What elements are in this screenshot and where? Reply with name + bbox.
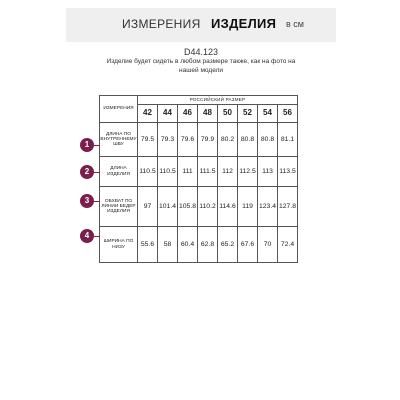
article-number: D44.123 [183, 47, 219, 57]
table-cell: 81.1 [278, 123, 298, 157]
measurement-number-badge: 1 [80, 138, 94, 152]
measurement-number-badge: 2 [80, 165, 94, 179]
table-cell: 62.8 [198, 227, 218, 263]
header-unit: в см [286, 19, 304, 29]
size-header: 52 [238, 105, 258, 123]
badge-connector [94, 145, 100, 146]
size-header: 54 [258, 105, 278, 123]
table-cell: 67.6 [238, 227, 258, 263]
measurement-number-badge: 3 [80, 194, 94, 208]
badge-connector [94, 236, 100, 237]
size-header: 42 [138, 105, 158, 123]
row-label: ДЛИНА ПО ВНУТРЕННЕМУ ШВУ [100, 123, 138, 157]
table-cell: 112 [218, 157, 238, 187]
row-label: ШИРИНА ПО НИЗУ [100, 227, 138, 263]
table-cell: 114.6 [218, 187, 238, 227]
table-row [100, 157, 298, 187]
table-cell: 55.6 [138, 227, 158, 263]
badge-connector [94, 172, 100, 173]
table-row [100, 227, 298, 263]
table-cell: 80.8 [238, 123, 258, 157]
measurement-number-badge: 4 [80, 229, 94, 243]
table-cell: 79.5 [138, 123, 158, 157]
table-cell: 111 [178, 157, 198, 187]
table-cell: 58 [158, 227, 178, 263]
table-cell: 113.5 [278, 157, 298, 187]
table-cell: 80.2 [218, 123, 238, 157]
table-cell: 70 [258, 227, 278, 263]
size-header: 44 [158, 105, 178, 123]
table-cell: 112.5 [238, 157, 258, 187]
size-table [99, 95, 298, 263]
table-cell: 123.4 [258, 187, 278, 227]
table-row [100, 187, 298, 227]
row-label: ОБХВАТ ПО ЛИНИИ БЕДЕР ИЗДЕЛИЯ [100, 187, 138, 227]
table-cell: 110.5 [158, 157, 178, 187]
size-chart-sheet [66, 0, 336, 400]
table-cell: 79.6 [178, 123, 198, 157]
table-cell: 113 [258, 157, 278, 187]
badge-connector [94, 201, 100, 202]
size-header: 50 [218, 105, 238, 123]
table-cell: 79.9 [198, 123, 218, 157]
table-cell: 110.5 [138, 157, 158, 187]
table-corner-label: ИЗМЕРЕНИЯ [100, 96, 138, 123]
table-cell: 72.4 [278, 227, 298, 263]
table-cell: 111.5 [198, 157, 218, 187]
table-cell: 127.8 [278, 187, 298, 227]
table-cell: 65.2 [218, 227, 238, 263]
table-cell: 97 [138, 187, 158, 227]
table-cell: 101.4 [158, 187, 178, 227]
header-title-measurements: ИЗМЕРЕНИЯ [122, 17, 201, 31]
size-header: 46 [178, 105, 198, 123]
table-group-label: РОССИЙСКИЙ РАЗМЕР [138, 96, 298, 105]
fit-note: Изделие будет сидеть в любом размере также, как на фото на нашей модели [106, 58, 296, 74]
table-cell: 60.4 [178, 227, 198, 263]
table-row [100, 123, 298, 157]
table-cell: 119 [238, 187, 258, 227]
table-cell: 110.2 [198, 187, 218, 227]
table-cell: 80.8 [258, 123, 278, 157]
header-title-product: ИЗДЕЛИЯ [211, 16, 277, 31]
size-header: 56 [278, 105, 298, 123]
row-label: ДЛИНА ИЗДЕЛИЯ [100, 157, 138, 187]
table-cell: 105.8 [178, 187, 198, 227]
table-cell: 79.3 [158, 123, 178, 157]
header-bar [66, 8, 336, 42]
size-header: 48 [198, 105, 218, 123]
